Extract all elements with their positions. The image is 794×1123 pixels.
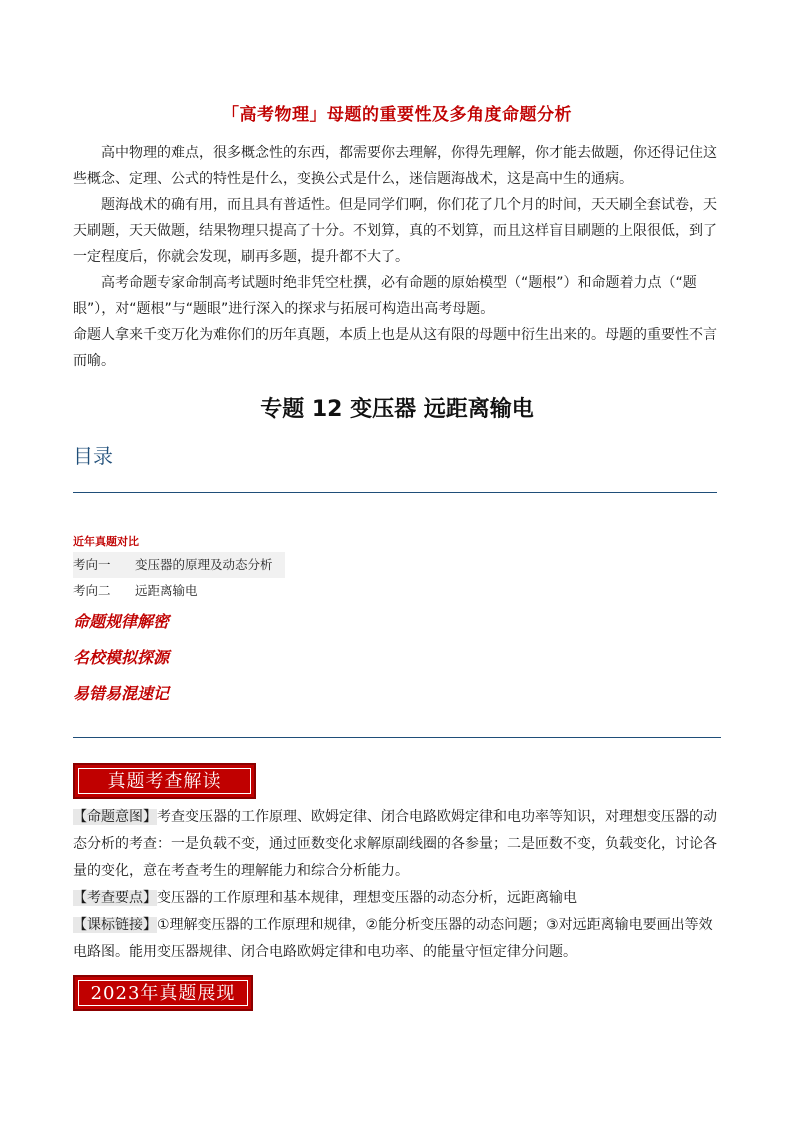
toc-item-number: 考向一	[73, 557, 111, 572]
toc-title: 目录	[73, 444, 113, 468]
curriculum-text: ①理解变压器的工作原理和规律，②能分析变压器的动态问题；③对远距离输电要画出等效电路图。能用变压器规律、闭合电路欧姆定律和电功率、的能量守恒定律分问题。	[73, 917, 713, 960]
paragraph-curriculum	[73, 912, 723, 966]
banner-label: 真题考查解读	[78, 768, 251, 794]
toc-section-recent-exams[interactable]: 近年真题对比	[73, 535, 139, 548]
main-title: 「高考物理」母题的重要性及多角度命题分析	[222, 105, 572, 125]
toc-section-mock-sources[interactable]: 名校模拟探源	[73, 648, 170, 667]
intro-paragraph-1: 高中物理的难点，很多概念性的东西，都需要你去理解，你得先理解，你才能去做题，你还得记住这些概念、定理、公式的特性是什么，变换公式是什么，迷信题海战术，这是高中生的通病。	[73, 145, 717, 187]
intro-text	[73, 140, 723, 374]
banner-2023-exams	[73, 975, 253, 1011]
toc-divider-bottom	[73, 737, 721, 738]
toc-section-common-mistakes[interactable]: 易错易混速记	[73, 684, 170, 703]
toc-divider-top	[73, 492, 717, 493]
toc-item-label: 变压器的原理及动态分析	[135, 557, 273, 572]
intent-text: 考查变压器的工作原理、欧姆定律、闭合电路欧姆定律和电功率等知识，对理想变压器的动态分析的考查：一是负载不变，通过匝数变化求解原副线圈的各参量；二是匝数不变，负载变化，讨论各量的变化，意在考查考生的理解能力和综合分析能力。	[73, 809, 717, 879]
toc-item-direction-1[interactable]	[73, 552, 285, 578]
toc-section-rules[interactable]: 命题规律解密	[73, 612, 170, 631]
toc-item-direction-2[interactable]	[73, 578, 723, 604]
key-points-text: 变压器的工作原理和基本规律，理想变压器的动态分析，远距离输电	[157, 890, 577, 906]
intro-paragraph-3: 高考命题专家命制高考试题时绝非凭空杜撰，必有命题的原始模型（“题根”）和命题着力点（“题眼”），对“题根”与“题眼”进行深入的探求与拓展可构造出高考母题。	[73, 275, 697, 317]
table-of-contents	[73, 532, 723, 712]
intro-paragraph-4: 命题人拿来千变万化为难你们的历年真题，本质上也是从这有限的母题中衍生出来的。母题的重要性不言而喻。	[73, 327, 717, 369]
banner-label: 2023年真题展现	[78, 980, 248, 1006]
tag-key-points: 【考查要点】	[73, 890, 157, 906]
topic-title: 专题 12 变压器 远距离输电	[260, 397, 534, 422]
banner-exam-analysis	[73, 763, 256, 799]
toc-item-label: 远距离输电	[135, 583, 198, 598]
analysis-body	[73, 804, 723, 966]
paragraph-intent	[73, 804, 723, 885]
intro-paragraph-2: 题海战术的确有用，而且具有普适性。但是同学们啊，你们花了几个月的时间，天天刷全套试卷，天天刷题，天天做题，结果物理只提高了十分。不划算，真的不划算，而且这样盲目刷题的上限很低，到了一定程度后，你就会发现，刷再多题，提升都不大了。	[73, 197, 717, 265]
toc-item-number: 考向二	[73, 583, 111, 598]
paragraph-key-points	[73, 885, 723, 912]
tag-curriculum: 【课标链接】	[73, 917, 157, 933]
tag-intent: 【命题意图】	[73, 809, 157, 825]
